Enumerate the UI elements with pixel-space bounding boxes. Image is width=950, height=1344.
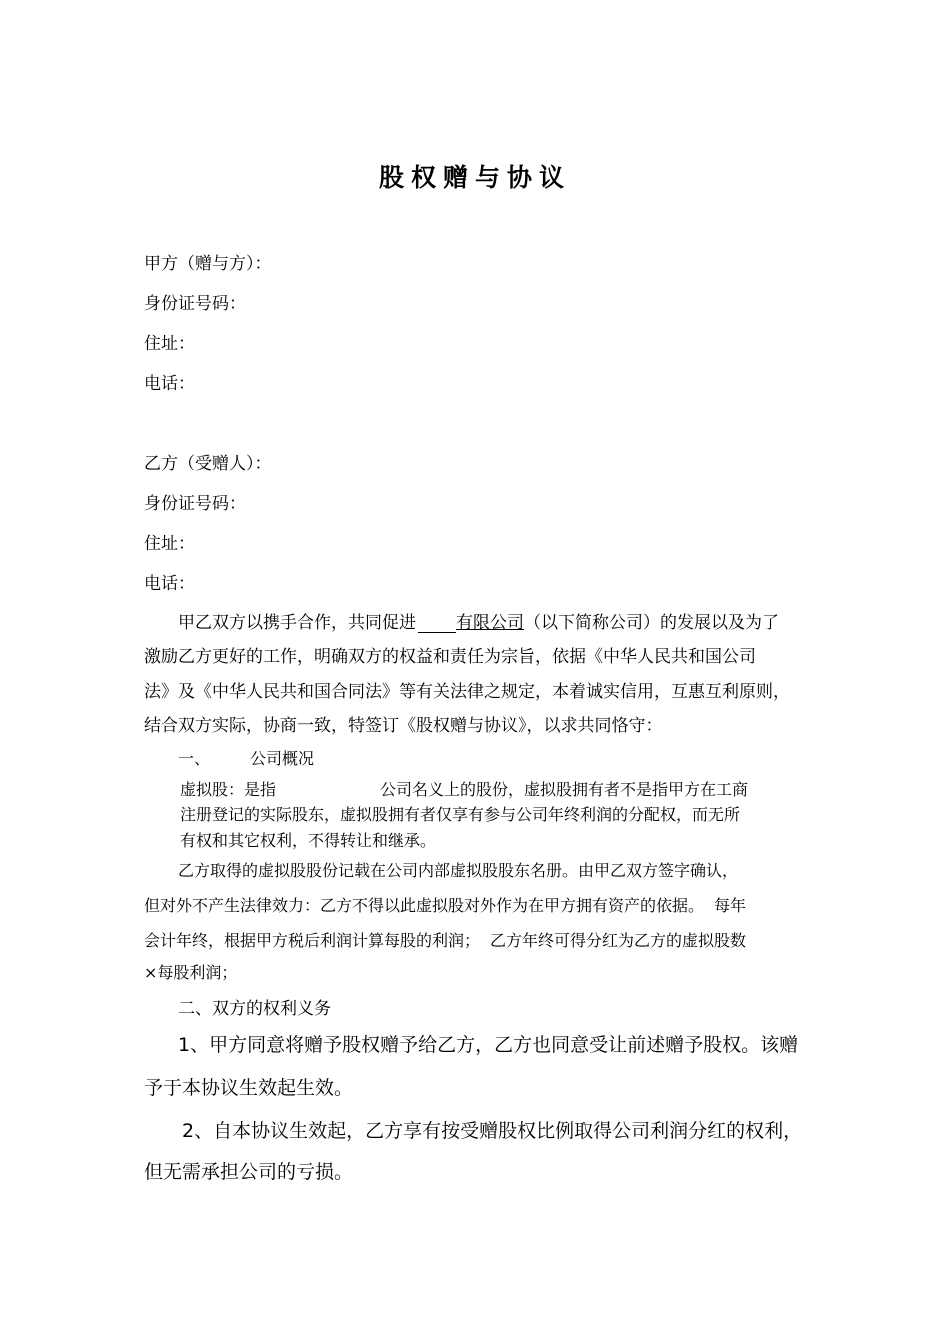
intro-company-type: 有限公司 [456,613,524,633]
company-name-blank [418,614,456,633]
record-line-1-start: 乙方取得的 [178,861,259,880]
intro-line-1-start: 甲乙双方以携手合作，共同促进 [178,613,416,633]
section-1-heading [178,746,314,769]
section-1-title: 公司概况 [250,749,315,768]
record-line-3-start: 会计年终，根据甲方税后利润计算每股的利润； [144,931,481,950]
clause-1-line-1: 1、甲方同意将赠予股权赠予给乙方，乙方也同意受让前述赠予股权。该赠 [178,1034,799,1056]
party-b-label: 乙方（受赠人）： [144,454,272,474]
intro-line-1-end: （以下简称公司）的发展以及为了 [524,613,779,633]
intro-line-3: 法》及《中华人民共和国合同法》等有关法律之规定，本着诚实信用，互惠互利原则， [144,682,790,702]
record-line-3-mid: 乙方年 [490,931,539,950]
clause-1-line-2: 予于本协议生效起生效。 [144,1077,354,1099]
record-line-2-end: 每年 [714,896,747,915]
intro-line-4: 结合双方实际，协商一致，特签订《股权赠与协议》，以求共同恪守： [144,716,663,736]
section-1-number: 一、 [178,749,211,768]
virtual-share-record-line-4: ×每股利润； [144,963,238,982]
party-b-phone-label: 电话： [144,574,195,594]
party-a-phone-label: 电话： [144,374,195,394]
intro-line-1 [178,608,779,633]
virtual-share-def-end: 公司名义上的股份，虚拟股拥有者不是指甲方在工商 [380,780,749,799]
party-b-id-label: 身份证号码： [144,494,246,514]
clause-2-line-2: 但无需承担公司的亏损。 [144,1161,354,1183]
record-line-1-end: 虚拟股股份记载在公司内部虚拟股股东名册。由甲乙双方签字确认， [258,861,739,880]
intro-line-2: 激励乙方更好的工作，明确双方的权益和责任为宗旨，依据《中华人民共和国公司 [144,647,756,667]
virtual-share-line-1 [180,777,748,800]
virtual-share-record-line-3 [144,928,746,951]
virtual-share-record-line-2 [144,893,746,916]
document-title: 股权赠与协议 [378,163,571,192]
section-2-heading: 二、双方的权利义务 [178,999,331,1019]
record-line-3-end: 终可得分红为乙方的虚拟股数 [538,931,747,950]
party-a-id-label: 身份证号码： [144,294,246,314]
party-a-address-label: 住址： [144,334,195,354]
virtual-share-def-start: 虚拟股：是指 [180,780,277,799]
virtual-share-record-line-1 [178,858,738,881]
virtual-share-line-3: 有权和其它权利，不得转让和继承。 [180,831,437,850]
party-b-address-label: 住址： [144,534,195,554]
party-a-label: 甲方（赠与方）： [144,254,272,274]
clause-2-line-1: 2、自本协议生效起，乙方享有按受赠股权比例取得公司利润分红的权利， [182,1120,803,1142]
virtual-share-line-2: 注册登记的实际股东，虚拟股拥有者仅享有参与公司年终利润的分配权，而无所 [180,805,741,824]
record-line-2-start: 但对外不产生法律效力：乙方不得以此虚拟股对外作为在甲方拥有资产的依据。 [144,896,705,915]
